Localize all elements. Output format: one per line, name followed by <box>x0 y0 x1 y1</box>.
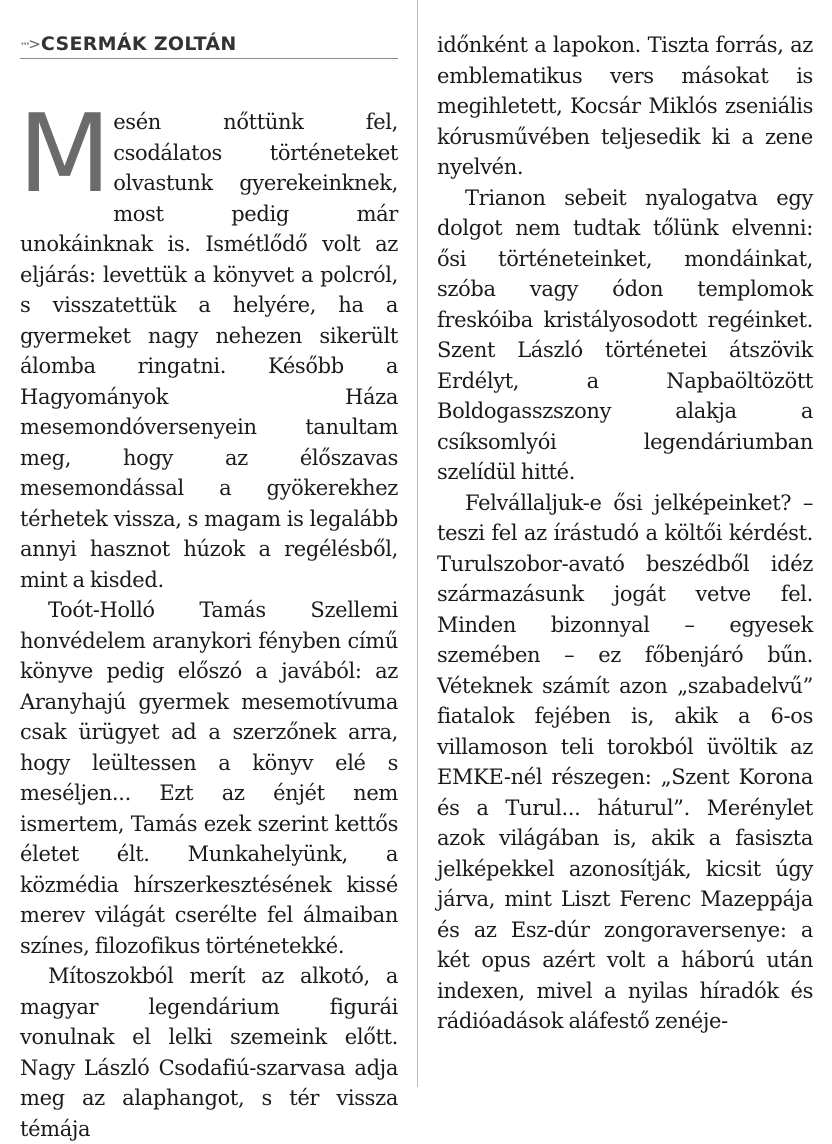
article-paragraph-continued: időnként a lapokon. Tiszta forrás, az emblematikus vers másokat is megihletett, Kocsár Miklós zseniális kórusművében teljesedik ki a zene nyelvén. <box>437 33 813 179</box>
paragraph-text: esén nőttünk fel, csodálatos történeteket olvastunk gyerekeinknek, most pedig már unokáinknak is. Ismétlődő volt az eljárás: levettük a könyvet a polcról, s visszatettük a helyére, ha a gyermeket nagy nehezen sikerült álomba ringatni. Később a Hagyományok Háza mesemondóversenyein tanultam meg, hogy az élőszavas mesemondással a gyökerekhez térhetek vissza, s magam is legalább annyi hasznot húzok a regélésből, mint a kisded. <box>20 110 398 592</box>
byline-arrow-icon: ···> <box>20 35 39 53</box>
article-paragraph <box>18 92 398 595</box>
drop-cap: M <box>18 92 108 217</box>
right-column <box>437 30 813 1037</box>
left-column <box>20 30 398 1144</box>
author-name: CSERMÁK ZOLTÁN <box>40 33 237 55</box>
byline <box>20 30 398 59</box>
article-paragraph: Toót-Holló Tamás Szellemi honvédelem aranykori fényben című könyve pedig előszó a javából: az Aranyhajú gyermek mesemotívuma csak ürügyet ad a szerzőnek arra, hogy leültessen a könyv elé s meséljen... Ezt az énjét nem ismertem, Tamás ezek szerint kettős életet élt. Munkahelyünk, a közmédia hírszerkesztésének kissé merev világát cserélte fel álmaiban színes, filozofikus történetekké. <box>20 598 398 958</box>
article-paragraph: Felvállaljuk-e ősi jelképeinket? – teszi fel az írástudó a költői kérdést. Turulszobor-avató beszédből idéz származásunk jogát vetve fel. Minden bizonnyal – egyesek szemében – ez főbenjáró bűn. Véteknek számít azon „szabadelvű” fiatalok fejében is, akik a 6-os villamoson teli torokból üvöltik az EMKE-nél részegen: „Szent Korona és a Turul... háturul”. Merénylet azok világában is, akik a fasiszta jelképekkel azonosítják, kicsit úgy járva, mint Liszt Ferenc Mazeppája és az Esz-dúr zongoraversenye: a két opus azért volt a háború után indexen, mivel a nyilas híradók és rádióadások aláfestő zenéje- <box>437 490 813 1033</box>
article-paragraph: Mítoszokból merít az alkotó, a magyar legendárium figurái vonulnak el lelki szemeink előtt. Nagy László Csodafiú-szarvasa adja meg az alaphangot, s tér vissza témája <box>20 964 398 1141</box>
column-divider <box>417 0 418 1087</box>
article-paragraph: Trianon sebeit nyalogatva egy dolgot nem tudtak tőlünk elvenni: ősi történeteinket, mondáinkat, szóba vagy ódon templomok freskóiba kristályosodott regéinket. Szent László történetei átszövik Erdélyt, a Napbaöltözött Boldogasszszony alakja a csíksomlyói legendáriumban szelídül hitté. <box>437 185 813 484</box>
